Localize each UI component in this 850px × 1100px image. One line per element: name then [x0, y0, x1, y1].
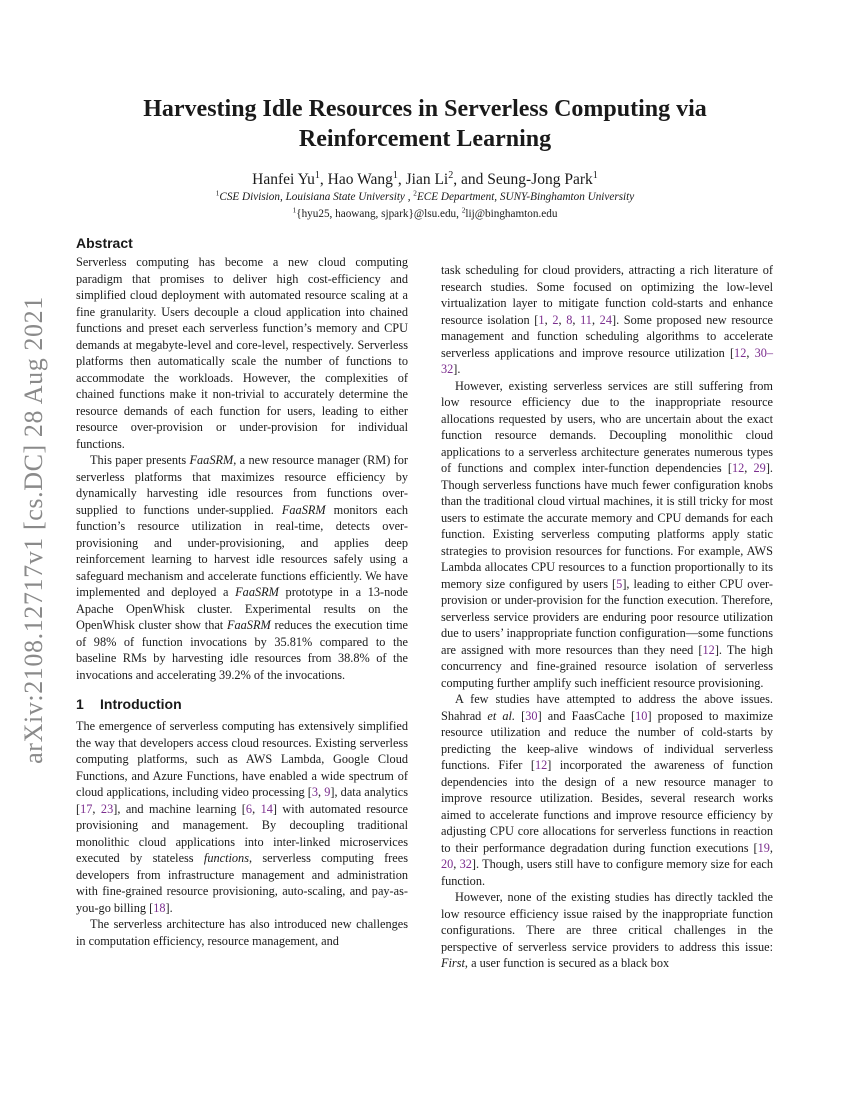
text-run: , a new resource manager (RM) for serverless platforms that maximizes resource efficiency by dynamically harvesting idle resources from functions over-supplied to functions under-supplied.	[76, 453, 408, 517]
paper-title	[90, 94, 760, 154]
citation-link[interactable]: 19	[757, 840, 770, 855]
citation-link[interactable]: 29	[753, 461, 766, 475]
citation-link[interactable]: 10	[635, 708, 648, 723]
right-paragraph-3: A few studies have attempted to address the above issues. Shahrad et al. [30] and FaasCache [10] proposed to maximize resource utilization and reduce the number of cold-starts by predicting the keep-alive windows of individual serverless functions. Fifer [12] incorporated the awareness of function dependencies into the design of a new resource manager to improve resource utilization. Besides, several research works aimed to accelerate functions and improve resource efficiency by adjusting CPU core allocations for serverless functions in reaction to their performance degradation during function executions [19, 20, 32]. Though, users still have to configure memory size for each function.	[441, 692, 774, 888]
author-emails	[90, 207, 760, 221]
text-run: ] incorporated the awareness of function dependencies into the design of a new resource manager to improve resource utilization. Besides, several research works aimed to accelerate functions and improve resource efficiency by adjusting CPU core allocations for serverless functions in reaction to their performance degradation during function executions [	[441, 758, 773, 855]
system-name: FaaSRM	[281, 502, 326, 517]
section-title: Introduction	[100, 696, 182, 712]
right-paragraph-2: However, existing serverless services are still suffering from low resource efficiency due to the inappropriate resource allocations requested by users, who are uncertain about the exact function resource demands. Decoupling monolithic cloud applications to a serverless architecture generates numerous types of functions and complex inter-function dependencies [12, 29]. Though serverless functions have much fewer configuration knobs than the traditional cloud virtual machines, it is still tricky for most users to estimate the accurate memory and CPU demands for each function. Existing serverless computing platforms apply static strategies to provision resources for functions. For example, AWS Lambda allocates CPU resources to a function proportionally to its memory size configured by users [5], leading to either CPU over-provision or under-provision for the function execution. Therefore, serverless service providers are enduring poor resource utilization due to users’ inappropriate function configuration—some functions are assigned with more resources than they need [12]. The high concurrency and fine-grained resource isolation of serverless computing further amplify such inefficient resource provisioning.	[441, 378, 773, 690]
citation-link[interactable]: 14	[260, 801, 273, 816]
text-run: However, none of the existing studies has directly tackled the low resource efficiency issue raised by the inappropriate function configurations. There are three critical challenges in the perspective of serverless service providers to address this issue:	[441, 890, 773, 954]
text-run: A few studies have attempted to address the above issues. Shahrad	[441, 692, 773, 723]
system-name: FaaSRM	[189, 453, 234, 467]
text-run: ]. Some proposed new resource management and function scheduling algorithms to accelerate serverless applications and improve resource utilization [	[441, 312, 773, 360]
author-list: Hanfei Yu$^1$, Hao Wang$^1$, Jian Li$^2$, and Seung-Jong Park$^1$	[252, 169, 598, 188]
text-run: ]. Though serverless functions have much fewer configuration knobs than the traditional cloud virtual machines, it is still tricky for most users to estimate the accurate memory and CPU demands for each function. Existing serverless computing platforms apply static strategies to provision resources for functions. For example, AWS Lambda allocates CPU resources to a function proportionally to its memory size configured by users [	[441, 461, 773, 591]
section-heading-introduction	[76, 695, 408, 713]
citation-link[interactable]: 17	[80, 801, 93, 816]
affil-ece: ECE Department, SUNY-Binghamton University	[416, 191, 635, 203]
citation-link[interactable]: 12	[534, 758, 548, 772]
author-name: Hanfei Yu	[252, 171, 315, 188]
text-run: ]. The high concurrency and fine-grained resource isolation of serverless computing further amplify such inefficient resource provisioning.	[441, 642, 773, 690]
arxiv-id-text: arXiv:2108.12717v1 [cs.DC] 28 Aug 2021	[19, 296, 48, 764]
citation-link[interactable]: 5	[616, 576, 623, 591]
affil-mark: 2	[413, 189, 417, 198]
citation-link[interactable]: 32	[459, 857, 472, 871]
right-paragraph-4	[441, 889, 773, 972]
text-run: ] with automated resource provisioning and management. By decoupling traditional monolithic cloud applications into inter-linked microservices executed by stateless	[76, 801, 409, 865]
author-name: Hao Wang	[327, 171, 393, 188]
author-affil-mark: 1	[314, 169, 320, 181]
text-run: reduces the execution time of 98% of function invocations by 35.81% compared to the baseline RMs by harvesting idle resources from 38.8% of the invocations and accelerating 39.2% of the invocations.	[76, 618, 408, 682]
citation-link[interactable]: 6	[245, 801, 253, 816]
emphasis: et al.	[487, 708, 516, 723]
email-mark: 2	[461, 206, 466, 215]
text-run: prototype in a 13-node Apache OpenWhisk cluster. Experimental results on the OpenWhisk cluster show that	[76, 585, 408, 632]
text-run: ]. Though, users still have to configure memory size for each function.	[441, 857, 774, 888]
citation-link[interactable]: 30–32	[441, 345, 774, 376]
text-run: This paper presents	[90, 453, 190, 467]
text-run: , a user function is secured as a black box	[464, 956, 670, 970]
email-binghamton: lij@binghamton.edu	[465, 208, 558, 220]
right-paragraph-1: task scheduling for cloud providers, attracting a rich literature of research studies. Some focused on optimizing the low-level virtualization layer to mitigate function cold-starts and enhance resource isolation [1, 2, 8, 11, 24]. Some proposed new resource management and function scheduling algorithms to accelerate serverless applications and improve resource utilization [12, 30–32].	[441, 263, 774, 376]
citation-link[interactable]: 30	[525, 708, 538, 723]
text-run: ].	[165, 900, 173, 915]
citation-link[interactable]: 3	[311, 785, 319, 799]
title-line-1: Harvesting Idle Resources in Serverless Computing via	[143, 96, 707, 122]
citation-link[interactable]: 8	[566, 312, 573, 327]
citation-link[interactable]: 12	[734, 345, 747, 360]
citation-link[interactable]: 20	[441, 857, 454, 871]
affil-cse: CSE Division, Louisiana State University ,	[219, 191, 411, 203]
email-mark: 1	[292, 206, 297, 215]
left-column	[76, 234, 408, 949]
author-name: Jian Li	[405, 171, 449, 188]
system-name: FaaSRM	[226, 618, 271, 632]
citation-link[interactable]: 1	[538, 312, 545, 327]
author-affil-mark: 1	[392, 169, 398, 181]
text-run: monitors each function’s resource utilization in real-time, detects over-provisioning and under-provisioning, and applies deep reinforcement learning to harvest idle resources safely using a safeguard mechanism and accelerate functions efficiently. We have implemented and deployed a	[76, 502, 408, 599]
emphasis: First	[441, 956, 465, 970]
title-line-2: Reinforcement Learning	[298, 126, 552, 152]
text-run: ], data analytics [	[76, 785, 408, 816]
citation-link[interactable]: 11	[580, 312, 592, 327]
text-run: The emergence of serverless computing has extensively simplified the way that developers access cloud resources. Existing serverless computing platforms, such as AWS Lambda, Google Cloud Functions, and Azure Functions, have enabled a wide spectrum of cloud applications, including video processing [	[76, 719, 408, 799]
text-run: task scheduling for cloud providers, attracting a rich literature of research studies. Some focused on optimizing the low-level virtualization layer to mitigate function cold-starts and enhance resource isolation [	[441, 263, 773, 327]
citation-link[interactable]: 12	[702, 642, 715, 657]
author-affil-mark: 1	[592, 169, 598, 181]
citation-link[interactable]: 2	[552, 312, 559, 327]
affil-mark: 1	[215, 189, 220, 198]
arxiv-identifier-stamp	[14, 290, 54, 770]
text-run: ] proposed to maximize resource utilization and reduce the number of cold-starts by predicting the keep-alive windows of individual serverless functions. Fifer [	[441, 708, 774, 772]
abstract-paragraph-1: Serverless computing has become a new cloud computing paradigm that promises to deliver high cost-efficiency and simplified cloud deployment with automated resource scaling at a fine granularity. Users decouple a cloud application into chained functions and preset each serverless function’s memory and CPU demands at megabyte-level and core-level, respectively. Serverless platforms then automatically scale the number of functions to accommodate the workloads. However, the complexities of chained functions make it non-trivial to accurately determine the resource demands of each function for users, leading to either resource over-provision or under-provision for individual functions.	[76, 255, 408, 451]
citation-link[interactable]: 18	[153, 900, 166, 915]
text-run: , serverless computing frees developers from infrastructure management and administration with fine-grained resource provisioning, auto-scaling, and pay-as-you-go billing [	[76, 851, 408, 915]
citation-link[interactable]: 24	[599, 312, 612, 327]
text-run: ].	[453, 362, 461, 376]
citation-link[interactable]: 12	[731, 461, 745, 475]
system-name: FaaSRM	[235, 585, 279, 599]
affiliations	[90, 190, 760, 204]
author-affil-mark: 2	[448, 169, 454, 181]
section-number: 1	[76, 696, 84, 712]
text-run: [	[515, 708, 526, 723]
intro-paragraph-1: The emergence of serverless computing has extensively simplified the way that developers access cloud resources. Existing serverless computing platforms, such as AWS Lambda, Google Cloud Functions, and Azure Functions, have enabled a wide spectrum of cloud applications, including video processing [3, 9], data analytics [17, 23], and machine learning [6, 14] with automated resource provisioning and management. By decoupling traditional monolithic cloud applications into inter-linked microservices executed by stateless functions, serverless computing frees developers from infrastructure management and administration with fine-grained resource provisioning, auto-scaling, and pay-as-you-go billing [18].	[76, 719, 409, 915]
text-run: ], and machine learning [	[113, 801, 246, 816]
author-name: and Seung-Jong Park	[461, 171, 593, 188]
text-run: ], leading to either CPU over-provision or under-provision for the function execution. Therefore, serverless service providers are enduring poor resource utilization due to users’ inappropriate function configuration—some functions are assigned with more resources than they need [	[441, 576, 773, 657]
abstract-heading: Abstract	[76, 235, 133, 251]
text-run: However, existing serverless services are still suffering from low resource efficiency due to the inappropriate resource allocations requested by users, who are uncertain about the exact function resource demands. Decoupling monolithic cloud applications to a serverless architecture generates numerous types of functions and complex inter-function dependencies [	[441, 378, 773, 475]
intro-paragraph-2: The serverless architecture has also introduced new challenges in computation efficiency, resource management, and	[76, 917, 408, 948]
right-column	[441, 262, 773, 972]
citation-link[interactable]: 23	[100, 801, 114, 816]
email-lsu: {hyu25, haowang, sjpark}@lsu.edu,	[296, 208, 459, 220]
emphasis: functions	[203, 851, 249, 865]
text-run: ] and FaasCache [	[537, 708, 636, 723]
citation-link[interactable]: 9	[324, 785, 331, 799]
abstract-paragraph-2	[76, 452, 408, 683]
